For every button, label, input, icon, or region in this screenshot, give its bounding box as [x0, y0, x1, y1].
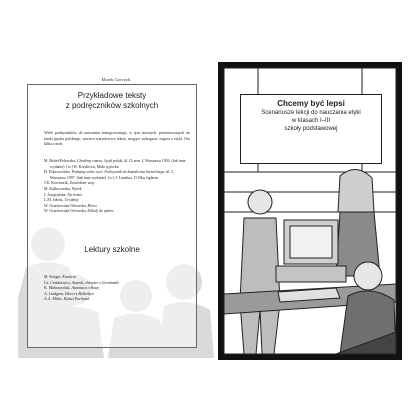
left-page — [18, 68, 214, 358]
list-item: L.M. Jałosk, Urodziny — [44, 198, 79, 203]
list-item: M. Krüger, Karolcia — [44, 275, 76, 279]
list-item: J.K. Kowlarzik, Zawiedzier sosy — [44, 181, 95, 186]
cover-grade-line: w klasach I–III — [291, 118, 330, 124]
author-name: Marek Gorczyk — [101, 77, 131, 82]
section-title-examples: Przykładowe teksty z podręczników szkolnych — [65, 91, 159, 110]
list-item: W. Osuchowska-Orłowska, Zółcdy do zębów — [44, 209, 114, 214]
list-item: Cz. Centkiewicz, Anaruk, chłopiec z Grenlandii — [44, 280, 119, 285]
cover-page — [218, 62, 402, 360]
list-item: A.A. Milne, Kubuś Puchatek — [44, 297, 90, 302]
list-item: J. Świętyńska, Na boisie — [44, 192, 83, 197]
list-item: W. Osuchowska-Orłowska, Klovo — [44, 203, 97, 208]
list-item: M. Bobeł-Pelowska, Chodźmy razem. Język polski, kl. II, sem. I, Warszawa 1993. (lub inne wydanie). [w:] H. Krzykowa, Mała ryjówka — [44, 159, 186, 169]
list-item: A. Lindgren, Dzieci z Bullerbyn — [44, 291, 94, 296]
readings-list — [44, 275, 190, 303]
content-frame — [27, 84, 197, 348]
list-item: H. Dobrowolska, Podajmy sobie ręce. Podręcznik do kształcenia literackiego, kl. I, Warszawa 1997. (lub inne wydanie). [w:] J. Landsza, O Ulku figlarzu — [44, 170, 174, 180]
cover-school-line: szkoły podstawowej — [284, 126, 338, 132]
cover-title: Chcemy być lepsi — [277, 99, 345, 108]
intro-paragraph: Wiele podręczników do nauczania zintegrowanego, w tym starszych, prezentowanych do nauki języka polskiego, zawiera wartościowe teksty, mogące wzbogacić zajęcia z etyki. Oto kilka z nich: — [44, 131, 190, 147]
cover-title-box — [240, 94, 382, 164]
list-item: M. Kulkowieska, Wyrok — [44, 186, 82, 191]
list-item: K. Makuszyński, Awantura o Basię — [44, 286, 100, 291]
textbook-list — [44, 159, 190, 215]
section-title-readings: Lektury szkolne — [84, 245, 140, 254]
cover-subtitle: Scenariusze lekcji do nauczania etyki — [261, 110, 361, 116]
